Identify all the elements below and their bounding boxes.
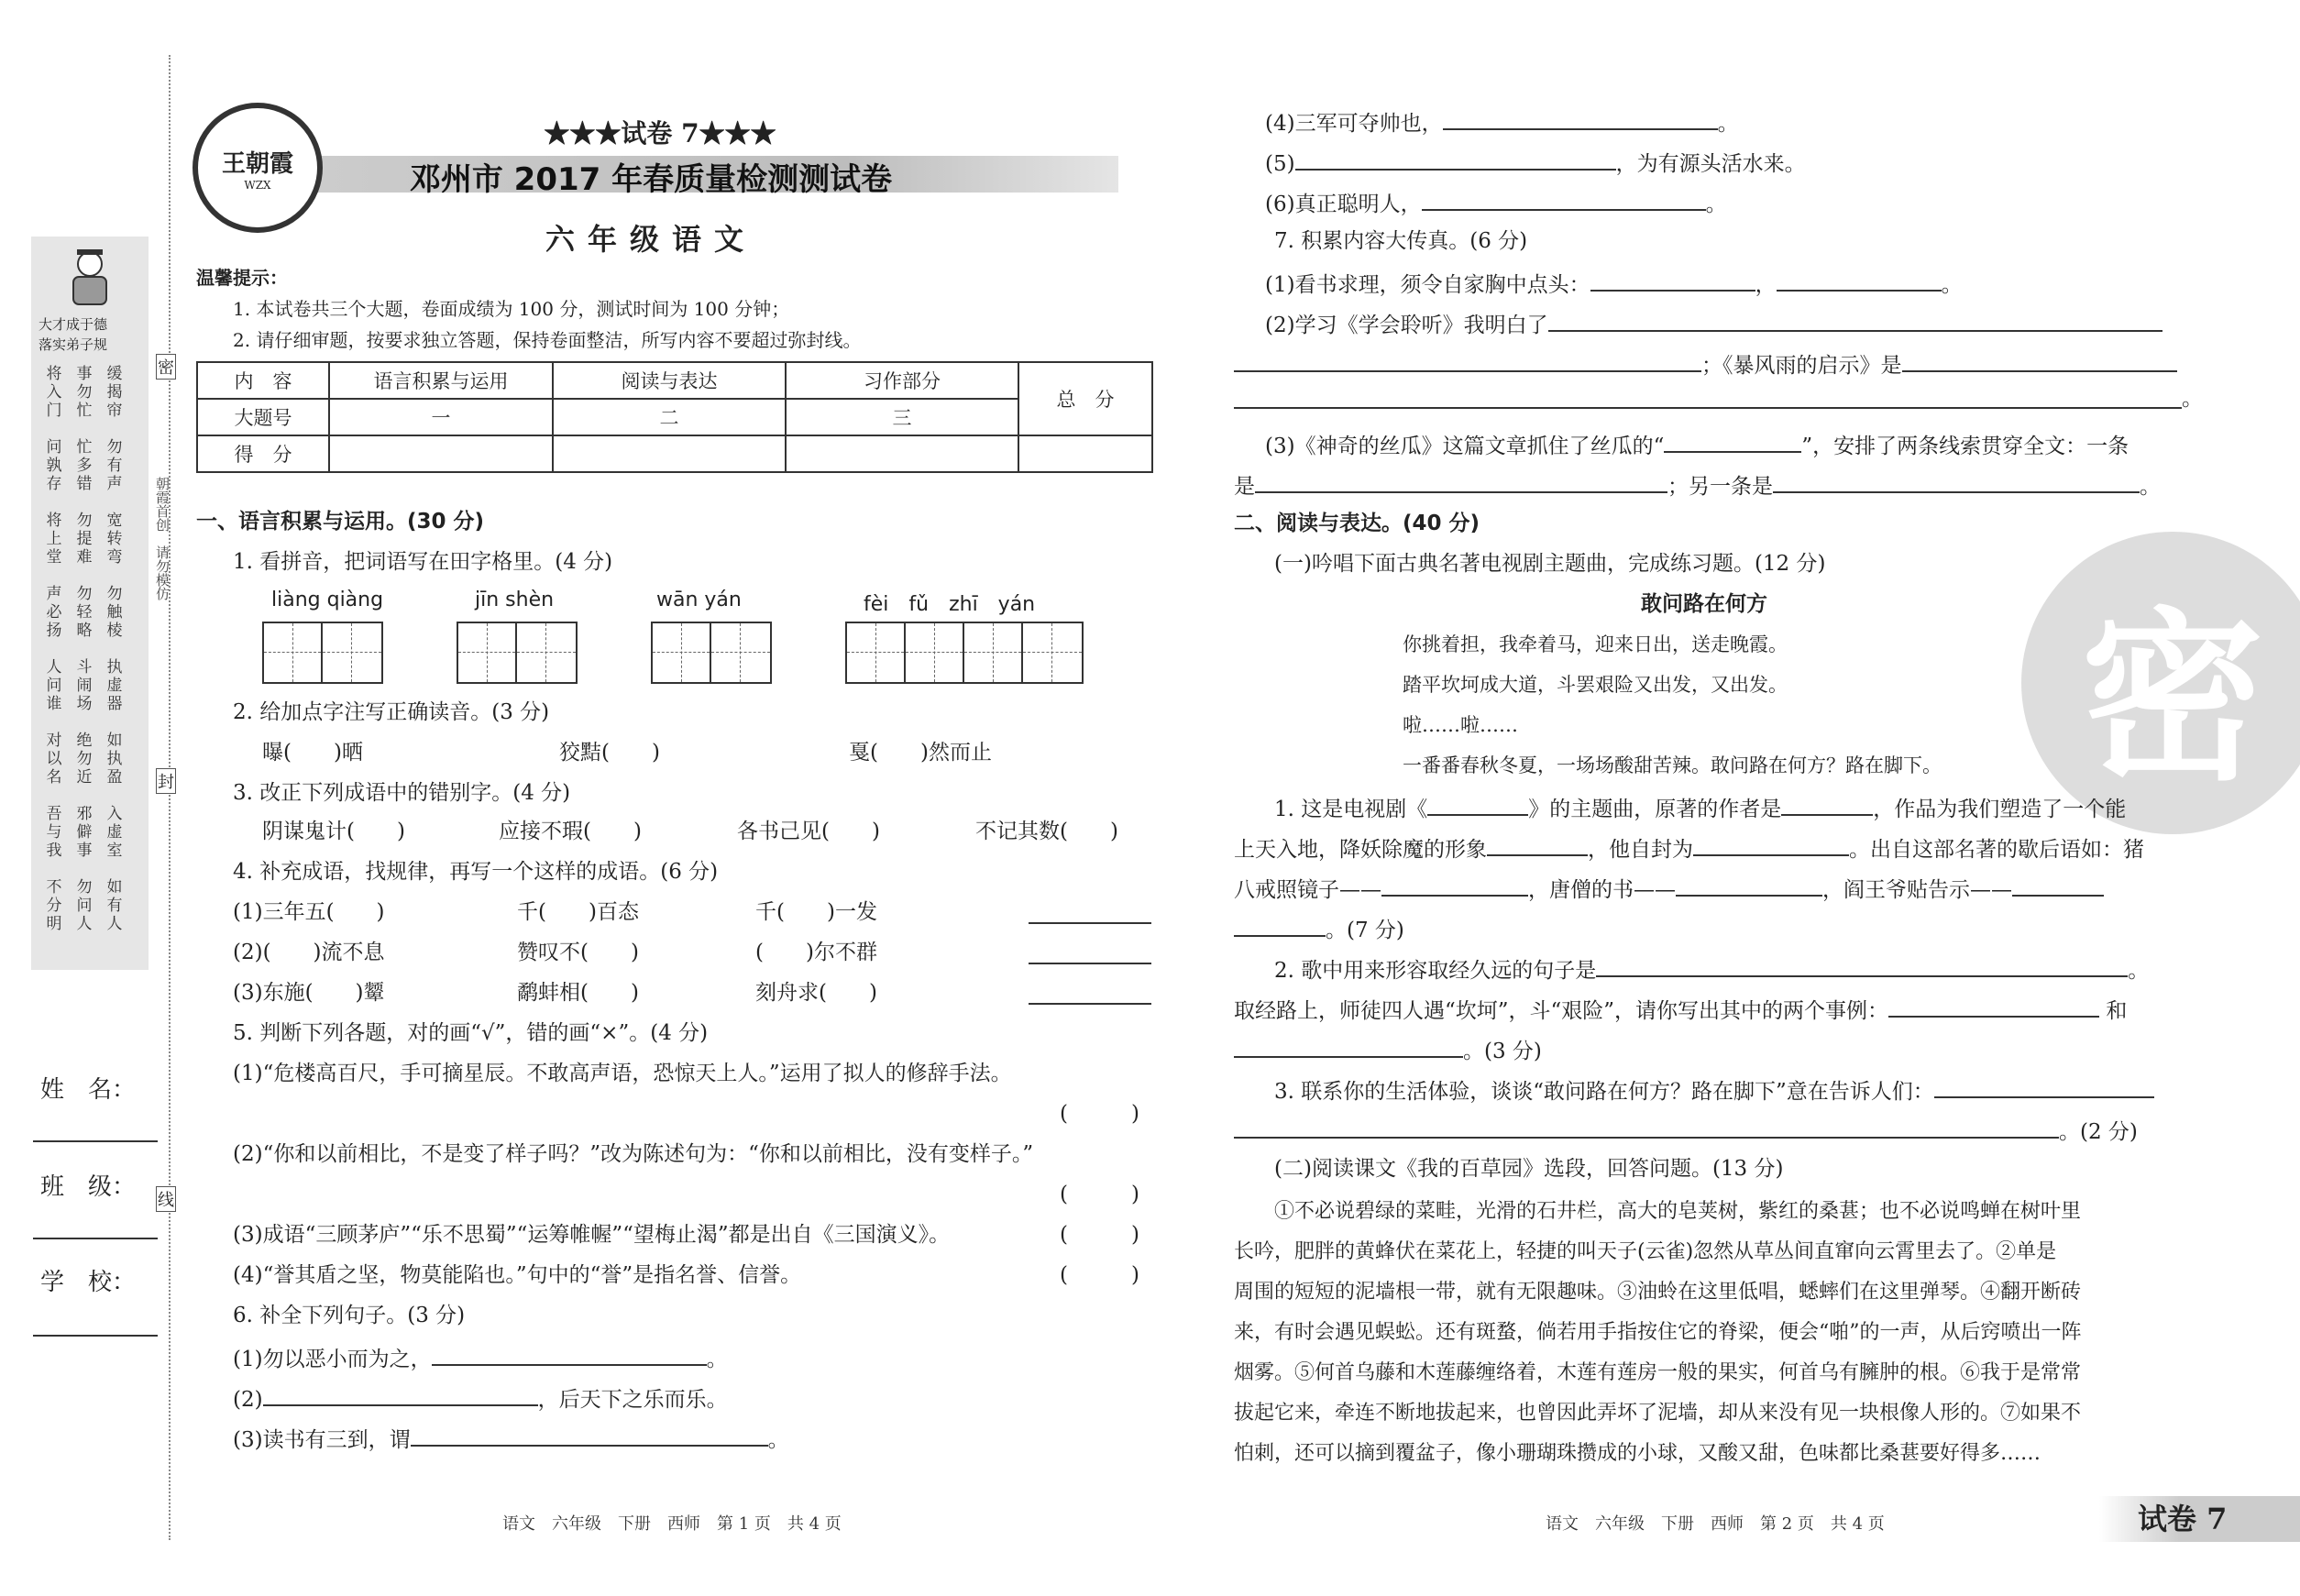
- q7: 7. 积累内容大传真。(6 分): [1274, 229, 1528, 253]
- a3-blank-1[interactable]: [1934, 1074, 2154, 1098]
- a3-blank-2[interactable]: [1234, 1115, 2059, 1139]
- motto-column: 斗闹场: [76, 658, 93, 713]
- q7-2-blank-3[interactable]: [1902, 348, 2177, 372]
- q3-item-4[interactable]: 不记其数( ): [975, 820, 1118, 843]
- passage-line: 长吟，肥胖的黄蜂伏在菜花上，轻捷的叫天子(云雀)忽然从草丛间直窜向云霄里去了。②单是: [1234, 1240, 2057, 1263]
- a1-line4: 。(7 分): [1234, 913, 1404, 944]
- a2-blank-3[interactable]: [1234, 1034, 1463, 1058]
- a2-line3: 。(3 分): [1234, 1034, 1542, 1065]
- paper-number: ★★★试卷 7★★★: [544, 118, 776, 149]
- logo-sub: WZX: [244, 178, 271, 192]
- q5-1-answer[interactable]: ( ): [1060, 1102, 1139, 1126]
- score-input-2[interactable]: [553, 435, 786, 472]
- class-label: 班 级：: [40, 1173, 137, 1201]
- a2-line1: 2. 歌中用来形容取经久远的句子是 。: [1274, 953, 2149, 985]
- q7-2-blank-4[interactable]: [1234, 407, 2182, 409]
- q6-3: (3)读书有三到，谓 。: [233, 1423, 789, 1454]
- motto-column: 勿触棱: [106, 585, 123, 640]
- score-cell: 三: [786, 399, 1018, 435]
- q6-6: (6)真正聪明人， 。: [1265, 187, 1727, 218]
- binding-line: [169, 55, 171, 1540]
- motto-column: 绝勿近: [76, 732, 93, 787]
- cartoon-scholar-icon: [64, 246, 116, 310]
- char-grid-3[interactable]: [651, 622, 772, 684]
- motto-column: 声必扬: [46, 585, 62, 640]
- motto-column: 宽转弯: [106, 512, 123, 567]
- q7-2-blank-2[interactable]: [1234, 348, 1701, 372]
- seal-mark-2: 封: [156, 768, 176, 794]
- q6-1: (1)勿以恶小而为之， 。: [233, 1342, 728, 1373]
- a1-blank-8[interactable]: [1234, 913, 1326, 937]
- q7-2-blank-1[interactable]: [1548, 308, 2162, 332]
- seal-mark-1: 密: [156, 354, 176, 380]
- q7-3-blank-1[interactable]: [1664, 429, 1801, 453]
- q6-1-blank[interactable]: [432, 1342, 707, 1366]
- motto-1: 大才成于德: [39, 316, 108, 333]
- q2-item-2[interactable]: 狡黠( ): [559, 741, 660, 765]
- q6-5: (5) ，为有源头活水来。: [1265, 147, 1806, 178]
- q7-2: (2)学习《学会聆听》我明白了: [1265, 308, 2162, 339]
- q4: 4. 补充成语，找规律，再写一个这样的成语。(6 分): [233, 860, 719, 884]
- passage-line: 周围的短短的泥墙根一带，就有无限趣味。③油蛉在这里低唱，蟋蟀们在这里弹琴。④翻开断砖: [1234, 1281, 2082, 1304]
- passage: [1234, 1192, 2196, 1474]
- q3-item-3[interactable]: 各书己见( ): [737, 820, 880, 843]
- a3-line1: 3. 联系你的生活体验，谈谈“敢问路在何方？路在脚下”意在告诉人们：: [1274, 1074, 2154, 1106]
- q6-2: (2) ，后天下之乐而乐。: [233, 1382, 728, 1414]
- section-2-heading: 二、阅读与表达。(40 分): [1234, 512, 1480, 535]
- q6-2-blank[interactable]: [263, 1382, 538, 1406]
- a1-line2: 上天入地，降妖除魔的形象 ，他自封为 。出自这部名著的歇后语如：猪: [1234, 832, 2144, 864]
- score-input-1[interactable]: [329, 435, 553, 472]
- name-label: 姓 名：: [40, 1076, 137, 1104]
- score-cell: 语言积累与运用: [329, 362, 553, 399]
- a1-blank-5[interactable]: [1381, 873, 1528, 897]
- poem-title: 敢问路在何方: [1641, 591, 1767, 616]
- motto-column: 如有人: [106, 878, 123, 933]
- q7-3-line2: 是 ；另一条是 。: [1234, 469, 2161, 501]
- pinyin-3: wān yán: [656, 589, 742, 611]
- seal-mark-3: 线: [156, 1186, 176, 1212]
- brand-logo: [193, 103, 323, 233]
- q4-r1-1[interactable]: (1)三年五( ): [233, 900, 385, 924]
- passage-line: 怕刺，还可以摘到覆盆子，像小珊瑚珠攒成的小球，又酸又甜，色味都比桑葚要好得多……: [1234, 1442, 2041, 1465]
- tip-1: 1. 本试卷共三个大题，卷面成绩为 100 分，测试时间为 100 分钟；: [233, 298, 790, 320]
- q2-item-1[interactable]: 曝( )晒: [262, 741, 363, 765]
- a1-line1: 1. 这是电视剧《 》的主题曲，原著的作者是 ，作品为我们塑造了一个能: [1274, 792, 2126, 823]
- page-title: 邓州市 2017 年春质量检测测试卷: [409, 161, 893, 198]
- motto-column: 执虚器: [106, 658, 123, 713]
- footer-right: 语文 六年级 下册 西师 第 2 页 共 4 页: [1546, 1514, 1885, 1534]
- poem-line-2: 踏平坎坷成大道，斗罢艰险又出发，又出发。: [1403, 674, 1788, 696]
- a1-blank-4[interactable]: [1693, 832, 1849, 856]
- q7-2-period: 。: [2182, 387, 2203, 411]
- q7-3: (3)《神奇的丝瓜》这篇文章抓住了丝瓜的“ ”，安排了两条线索贯穿全文：一条: [1265, 429, 2129, 460]
- motto-column: 勿提难: [76, 512, 93, 567]
- q6-4-blank[interactable]: [1443, 106, 1718, 130]
- pinyin-2: jīn shèn: [475, 589, 555, 611]
- motto-column: 吾与我: [46, 805, 62, 860]
- q7-1: (1)看书求理，须令自家胸中点头： ， 。: [1265, 268, 1963, 299]
- q6-3-blank[interactable]: [411, 1423, 768, 1447]
- a1-blank-1[interactable]: [1427, 792, 1528, 816]
- q4-blank-3[interactable]: [1029, 1003, 1151, 1005]
- q4-r2-2[interactable]: 赞叹不( ): [517, 941, 639, 964]
- passage-line: 来，有时会遇见蜈蚣。还有斑蝥，倘若用手指按住它的脊梁，便会“啪”的一声，从后窍喷出一阵: [1234, 1321, 2082, 1344]
- copyright-note: 朝霞首创 请勿模仿: [154, 477, 171, 600]
- exam-label: 试卷 7: [2138, 1502, 2228, 1536]
- q4-r3-1[interactable]: (3)东施( )颦: [233, 981, 385, 1005]
- section-1-heading: 一、语言积累与运用。(30 分): [196, 510, 485, 534]
- a1-blank-7[interactable]: [2012, 873, 2104, 897]
- q5: 5. 判断下列各题，对的画“√”，错的画“×”。(4 分): [233, 1021, 709, 1045]
- passage-line: ①不必说碧绿的菜畦，光滑的石井栏，高大的皂荚树，紫红的桑葚；也不必说鸣蝉在树叶里: [1274, 1200, 2082, 1223]
- pinyin-4: fèi fǔ zhī yán: [864, 593, 1036, 616]
- score-cell: 一: [329, 399, 553, 435]
- q6: 6. 补全下列句子。(3 分): [233, 1304, 466, 1327]
- a2-blank-1[interactable]: [1596, 953, 2128, 977]
- side-motto-strip: [31, 237, 149, 970]
- motto-column: 人问谁: [46, 658, 62, 713]
- q3: 3. 改正下列成语中的错别字。(4 分): [233, 781, 571, 805]
- q5-3: (3)成语“三顾茅庐”“乐不思蜀”“运筹帷幄”“望梅止渴”都是出自《三国演义》。: [233, 1223, 951, 1247]
- q4-blank-1[interactable]: [1029, 922, 1151, 924]
- motto-column: 如执盈: [106, 732, 123, 787]
- q5-1: (1)“危楼高百尺，手可摘星辰。不敢高声语，恐惊天上人。”运用了拟人的修辞手法。: [233, 1062, 1012, 1085]
- score-cell: 习作部分: [786, 362, 1018, 399]
- score-cell: 得 分: [197, 435, 329, 472]
- a3-line2: 。(2 分): [1234, 1115, 2138, 1146]
- a1-blank-2[interactable]: [1781, 792, 1873, 816]
- char-grid-2[interactable]: [457, 622, 578, 684]
- q4-blank-2[interactable]: [1029, 963, 1151, 964]
- q5-2: (2)“你和以前相比，不是变了样子吗？”改为陈述句为：“你和以前相比，没有变样子。”: [233, 1142, 1034, 1166]
- q5-2-answer[interactable]: ( ): [1060, 1183, 1139, 1206]
- motto-column: 勿轻略: [76, 585, 93, 640]
- passage-line: 拔起它来，牵连不断地拔起来，也曾因此弄坏了泥墙，却从来没有见一块根像人形的。⑦如果不: [1234, 1402, 2082, 1425]
- reading-2-intro: (二)阅读课文《我的百草园》选段，回答问题。(13 分): [1274, 1157, 1784, 1181]
- q6-6-blank[interactable]: [1422, 187, 1706, 211]
- score-table: [196, 361, 1153, 473]
- motto-column: 忙多错: [76, 438, 93, 493]
- q4-r2-1[interactable]: (2)( )流不息: [233, 941, 385, 964]
- score-cell: 二: [553, 399, 786, 435]
- q1: 1. 看拼音，把词语写在田字格里。(4 分): [233, 550, 613, 574]
- q7-1-blank-2[interactable]: [1777, 268, 1942, 292]
- logo-text: 王朝霞: [221, 149, 293, 178]
- score-cell: 阅读与表达: [553, 362, 786, 399]
- motto-2: 落实弟子规: [39, 336, 108, 353]
- motto-column: 将入门: [46, 365, 62, 420]
- q4-r1-2[interactable]: 千( )百态: [517, 900, 639, 924]
- motto-column: 事勿忙: [76, 365, 93, 420]
- motto-column: 勿有声: [106, 438, 123, 493]
- char-grid-1[interactable]: [262, 622, 383, 684]
- tips-label: 温馨提示：: [196, 267, 288, 289]
- poem-line-4: 一番番春秋冬夏，一场场酸甜苦辣。敢问路在何方？路在脚下。: [1403, 754, 1942, 776]
- motto-columns: [31, 365, 149, 961]
- poem-line-3: 啦……啦……: [1403, 714, 1518, 736]
- q7-3-blank-2[interactable]: [1255, 469, 1667, 493]
- a1-blank-6[interactable]: [1676, 873, 1822, 897]
- reading-1-intro: (一)吟唱下面古典名著电视剧主题曲，完成练习题。(12 分): [1274, 552, 1826, 576]
- q7-3-blank-3[interactable]: [1773, 469, 2140, 493]
- motto-column: 勿问人: [76, 878, 93, 933]
- motto-column: 对以名: [46, 732, 62, 787]
- q7-2-line2: ；《暴风雨的启示》是: [1234, 348, 2177, 380]
- passage-line: 烟雾。⑤何首乌藤和木莲藤缠络着，木莲有莲房一般的果实，何首乌有臃肿的根。⑥我于是常常: [1234, 1361, 2082, 1384]
- q3-item-2[interactable]: 应接不瑕( ): [499, 820, 642, 843]
- q5-4: (4)“誉其盾之坚，物莫能陷也。”句中的“誉”是指名誉、信誉。: [233, 1263, 802, 1287]
- motto-column: 缓揭帘: [106, 365, 123, 420]
- q5-3-answer[interactable]: ( ): [1060, 1223, 1139, 1247]
- a1-line3: 八戒照镜子—— ，唐僧的书—— ，阎王爷贴告示——: [1234, 873, 2104, 904]
- tip-2: 2. 请仔细审题，按要求独立答题，保持卷面整洁，所写内容不要超过弥封线。: [233, 329, 862, 351]
- score-cell: 总 分: [1018, 362, 1152, 435]
- motto-column: 不分明: [46, 878, 62, 933]
- q6-4: (4)三军可夺帅也， 。: [1265, 106, 1739, 138]
- q7-1-blank-1[interactable]: [1590, 268, 1755, 292]
- footer-left: 语文 六年级 下册 西师 第 1 页 共 4 页: [502, 1514, 842, 1534]
- q4-r3-2[interactable]: 鹬蚌相( ): [517, 981, 639, 1005]
- q4-r3-3[interactable]: 刻舟求( ): [755, 981, 877, 1005]
- q4-r1-3[interactable]: 千( )一发: [755, 900, 877, 924]
- score-cell: 内 容: [197, 362, 329, 399]
- motto-column: 将上堂: [46, 512, 62, 567]
- motto-column: 问孰存: [46, 438, 62, 493]
- watermark-seal: 密: [2021, 532, 2300, 834]
- school-label: 学 校：: [40, 1269, 137, 1296]
- a1-blank-3[interactable]: [1487, 832, 1588, 856]
- q6-5-blank[interactable]: [1295, 147, 1616, 171]
- q5-4-answer[interactable]: ( ): [1060, 1263, 1139, 1287]
- q4-r2-3[interactable]: ( )尔不群: [755, 941, 877, 964]
- motto-column: 入虚室: [106, 805, 123, 860]
- score-input-3[interactable]: [786, 435, 1018, 472]
- motto-column: 邪僻事: [76, 805, 93, 860]
- q2: 2. 给加点字注写正确读音。(3 分): [233, 700, 550, 724]
- poem-line-1: 你挑着担，我牵着马，迎来日出，送走晚霞。: [1403, 633, 1788, 655]
- pinyin-1: liàng qiàng: [271, 589, 384, 611]
- q2-item-3[interactable]: 戛( )然而止: [849, 741, 992, 765]
- a2-blank-2[interactable]: [1888, 994, 2099, 1018]
- a2-line2: 取经路上，师徒四人遇“坎坷”，斗“艰险”，请你写出其中的两个事例： 和: [1234, 994, 2127, 1025]
- score-input-total[interactable]: [1018, 435, 1152, 472]
- score-cell: 大题号: [197, 399, 329, 435]
- q3-item-1[interactable]: 阴谋鬼计( ): [262, 820, 405, 843]
- char-grid-4[interactable]: [845, 622, 1084, 684]
- subject-grade: 六年级语文: [545, 222, 756, 257]
